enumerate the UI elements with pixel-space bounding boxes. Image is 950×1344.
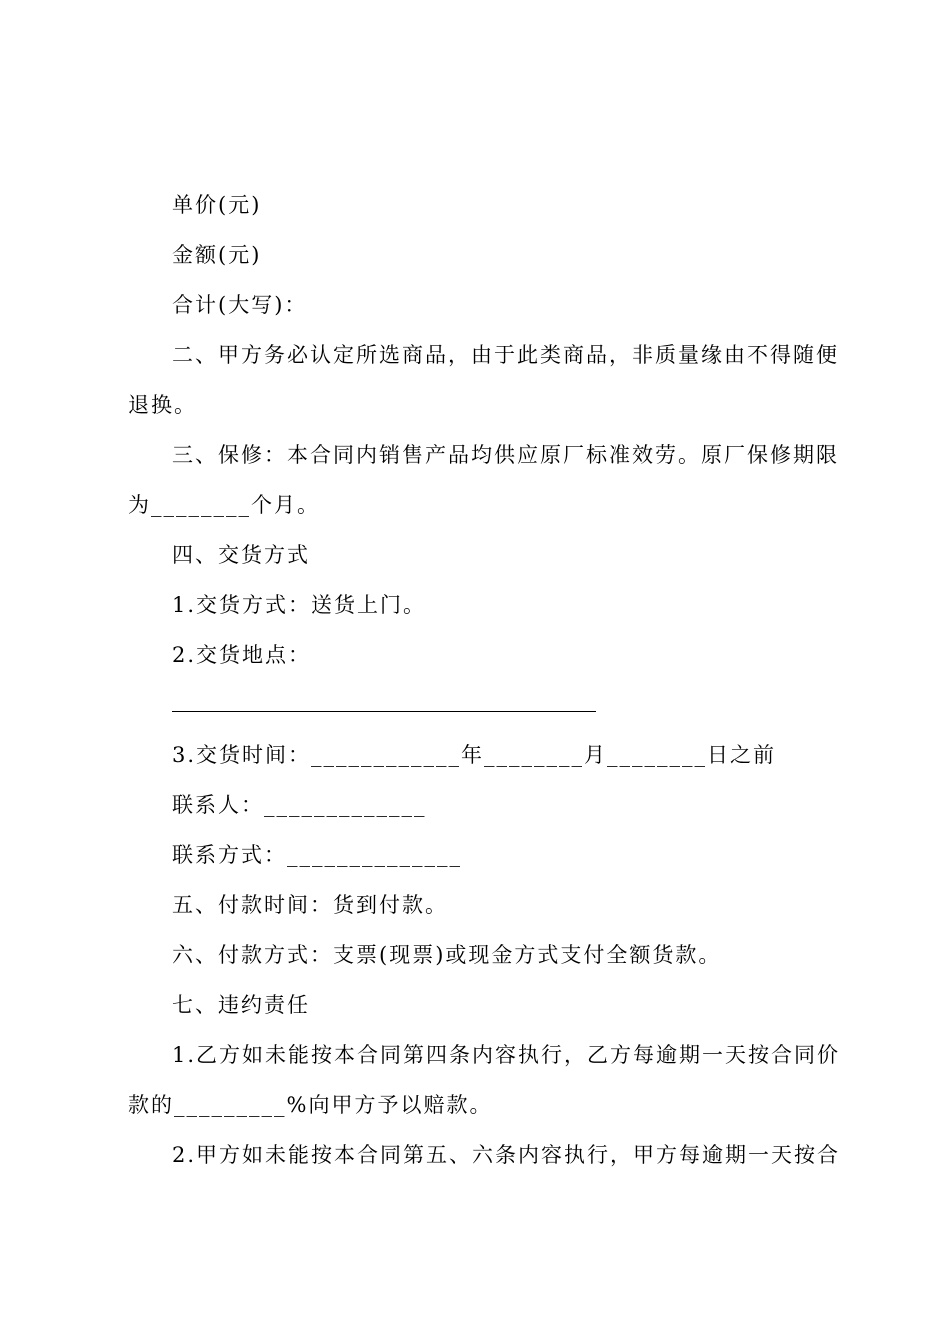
breach-item-1-line-2: 款的_________%向甲方予以赔款。 bbox=[128, 1093, 493, 1117]
clause-2-line-2: 退换。 bbox=[128, 393, 197, 417]
amount-label: 金额(元) bbox=[172, 243, 262, 267]
clause-3-line-2: 为________个月。 bbox=[128, 493, 320, 517]
clause-2-line-1: 二、甲方务必认定所选商品，由于此类商品，非质量缘由不得随便 bbox=[172, 343, 839, 367]
delivery-location-label: 2.交货地点： bbox=[172, 643, 312, 667]
delivery-location-blank-line bbox=[172, 711, 596, 712]
clause-5-payment-time: 五、付款时间：货到付款。 bbox=[172, 893, 448, 917]
delivery-method: 1.交货方式：送货上门。 bbox=[172, 593, 427, 617]
delivery-time: 3.交货时间：____________年________月________日之前 bbox=[172, 743, 777, 767]
breach-item-1-line-1: 1.乙方如未能按本合同第四条内容执行，乙方每逾期一天按合同价 bbox=[172, 1043, 841, 1067]
contact-method: 联系方式：______________ bbox=[172, 843, 462, 867]
breach-item-2-line-1: 2.甲方如未能按本合同第五、六条内容执行，甲方每逾期一天按合 bbox=[172, 1143, 841, 1167]
total-uppercase-label: 合计(大写)： bbox=[172, 293, 308, 317]
clause-4-heading: 四、交货方式 bbox=[172, 543, 310, 567]
clause-6-payment-method: 六、付款方式：支票(现票)或现金方式支付全额货款。 bbox=[172, 943, 722, 967]
clause-7-heading: 七、违约责任 bbox=[172, 993, 310, 1017]
contact-person: 联系人：_____________ bbox=[172, 793, 427, 817]
clause-3-line-1: 三、保修：本合同内销售产品均供应原厂标准效劳。原厂保修期限 bbox=[172, 443, 839, 467]
unit-price-label: 单价(元) bbox=[172, 193, 262, 217]
